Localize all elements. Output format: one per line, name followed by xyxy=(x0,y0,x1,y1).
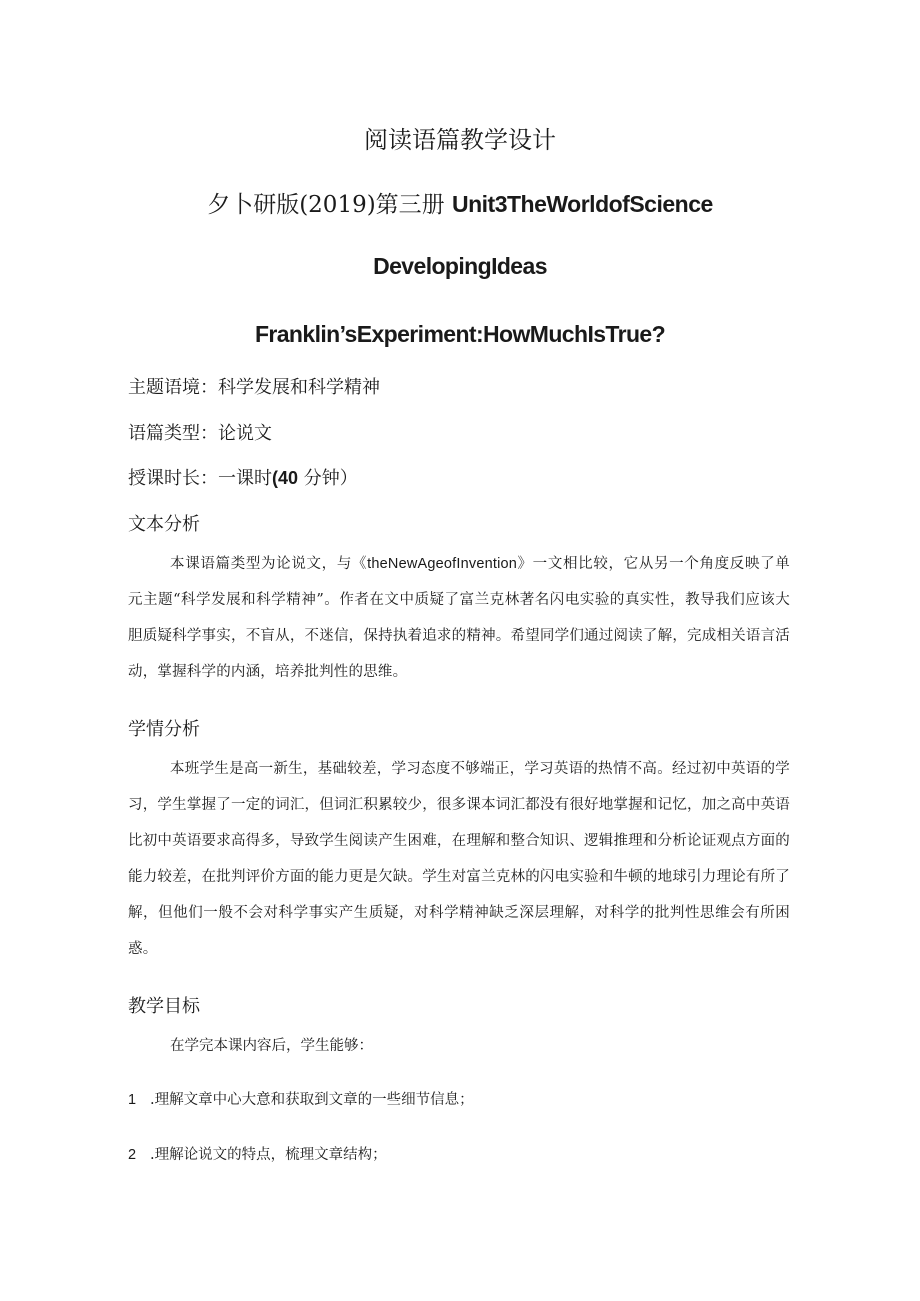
heading-student-analysis: 学情分析 xyxy=(128,719,200,740)
heading-text-analysis: 文本分析 xyxy=(128,514,200,535)
goal-number: 1 xyxy=(128,1092,137,1108)
meta-genre xyxy=(128,419,272,445)
goal-item xyxy=(128,1088,474,1109)
meta-theme xyxy=(128,373,380,399)
goal-text: .理解论说文的特点，梳理文章结构； xyxy=(150,1147,387,1163)
meta-duration-number: (40 xyxy=(272,468,299,488)
paragraph-student-analysis: 本班学生是高一新生，基础较差，学习态度不够端正，学习英语的热情不高。经过初中英语的学习，学生掌握了一定的词汇，但词汇积累较少，很多课本词汇都没有很好地掌握和记忆，加之高中英语比初中英语要求高得多，导致学生阅读产生困难，在理解和整合知识、逻辑推理和分析论证观点方面的能力较差，在批判评价方面的能力更是欠缺。学生对富兰克林的闪电实验和牛顿的地球引力理论有所了解，但他们一般不会对科学事实产生质疑，对科学精神缺乏深层理解，对科学的批判性思维会有所困惑。 xyxy=(128,761,790,957)
meta-genre-value: 论说文 xyxy=(218,423,272,444)
meta-duration-prefix: 一课时 xyxy=(218,468,272,489)
meta-genre-label: 语篇类型： xyxy=(128,423,218,444)
meta-theme-value: 科学发展和科学精神 xyxy=(218,377,380,398)
paragraph-text-analysis xyxy=(128,546,790,690)
teaching-goals-intro: 在学完本课内容后，学生能够： xyxy=(170,1038,373,1054)
goal-item xyxy=(128,1143,387,1164)
text-analysis-part1: 本课语篇类型为论说文，与《 xyxy=(170,556,368,572)
subtitle-textbook: 夕卜研版(2019)第三册 xyxy=(207,192,445,218)
text-analysis-part2: 》一文相比较，它从另一个角度反映了单元主题“科学发展和科学精神”。作者在文中质疑了富兰克林著名闪电实验的真实性，教导我们应该大胆质疑科学事实，不盲从，不迷信，保持执着追求的精神。希望同学们通过阅读了解，完成相关语言活动，掌握科学的内涵，培养批判性的思维。 xyxy=(128,556,790,680)
text-analysis-book-title: theNewAgeofInvention xyxy=(367,556,518,572)
meta-theme-label: 主题语境： xyxy=(128,377,218,398)
document-subtitle xyxy=(0,186,920,219)
subtitle-unit: Unit3TheWorldofScience xyxy=(452,191,713,217)
meta-duration xyxy=(128,464,358,490)
meta-duration-label: 授课时长： xyxy=(128,468,218,489)
heading-teaching-goals: 教学目标 xyxy=(128,996,200,1017)
document-title: 阅读语篇教学设计 xyxy=(364,126,556,154)
section-title: DevelopingIdeas xyxy=(373,253,547,279)
lesson-title: Franklin’sExperiment:HowMuchIsTrue? xyxy=(254,321,666,347)
meta-duration-suffix: 分钟） xyxy=(298,468,358,489)
goal-text: .理解文章中心大意和获取到文章的一些细节信息； xyxy=(150,1092,474,1108)
goal-number: 2 xyxy=(128,1147,137,1163)
